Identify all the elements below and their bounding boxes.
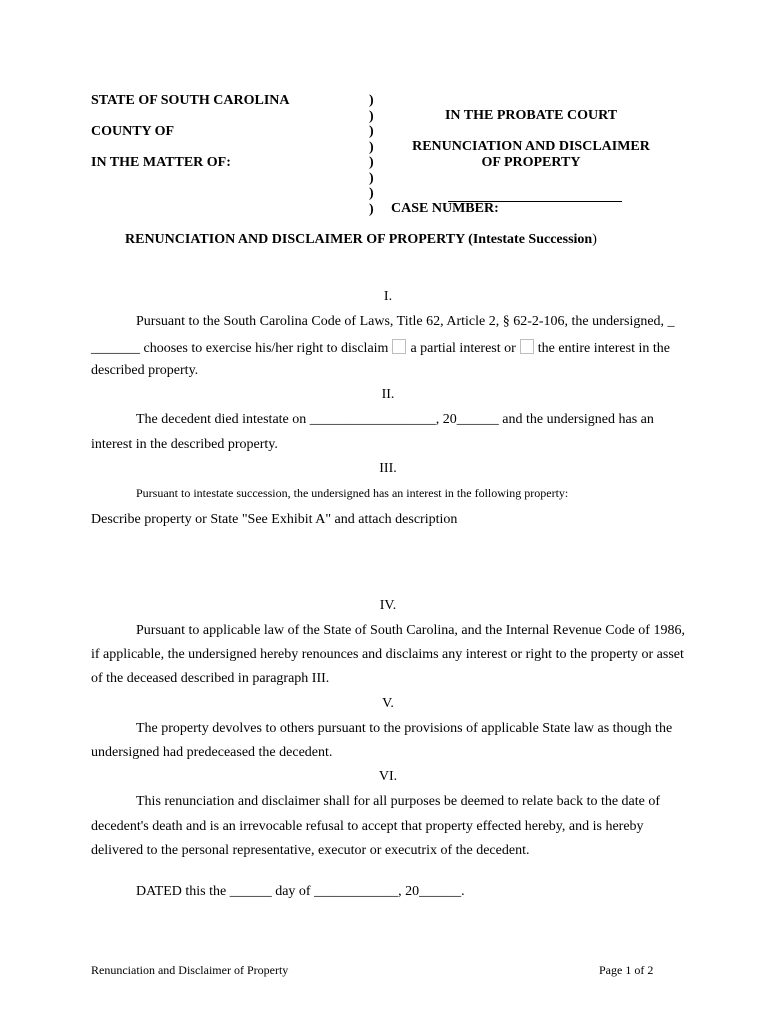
section-1-line-1: Pursuant to the South Carolina Code of Laws, Title 62, Article 2, § 62-2-106, the undersigned, _: [136, 314, 675, 329]
state-label: STATE OF SOUTH CAROLINA: [91, 93, 290, 108]
section-4-line-1: Pursuant to applicable law of the State of South Carolina, and the Internal Revenue Code of 1986,: [136, 623, 685, 638]
form-title-line2: OF PROPERTY: [481, 155, 581, 170]
caption-paren: ): [369, 124, 374, 139]
section-number-4: IV.: [379, 598, 397, 613]
section-4-line-3: of the deceased described in paragraph III.: [91, 671, 330, 686]
section-number-2: II.: [381, 387, 395, 402]
section-number-3: III.: [379, 461, 397, 476]
entire-interest-checkbox[interactable]: [520, 339, 534, 354]
section-number-5: V.: [382, 696, 394, 711]
document-title-close: ): [592, 232, 597, 247]
section-6-line-2: decedent's death and is an irrevocable refusal to accept that property effected hereby, and is hereby: [91, 819, 644, 834]
court-label: IN THE PROBATE COURT: [444, 108, 618, 123]
section-1-line-2: [91, 339, 670, 357]
section-2-line-2: interest in the described property.: [91, 437, 278, 452]
partial-interest-label: a partial interest or: [410, 341, 516, 356]
section-5-line-1: The property devolves to others pursuant to the provisions of applicable State law as though the: [136, 721, 673, 736]
form-title-line1: RENUNCIATION AND DISCLAIMER: [412, 139, 650, 154]
caption-paren: ): [369, 93, 374, 108]
dated-line: DATED this the ______ day of ____________, 20______.: [136, 884, 465, 899]
section-5-line-2: undersigned had predeceased the decedent.: [91, 745, 333, 760]
caption-paren: ): [369, 201, 374, 217]
caption-paren: ): [369, 108, 374, 124]
caption-paren: ): [369, 170, 374, 186]
property-description-field[interactable]: Describe property or State "See Exhibit A" and attach description: [91, 512, 458, 527]
page-number: Page 1 of 2: [599, 963, 654, 977]
section-2-line-1: The decedent died intestate on __________________, 20______ and the undersigned has an: [136, 412, 654, 427]
section-3-line-1: Pursuant to intestate succession, the undersigned has an interest in the following property:: [136, 486, 569, 500]
section-4-line-2: if applicable, the undersigned hereby renounces and disclaims any interest or right to the property or asset: [91, 647, 684, 662]
entire-interest-label: the entire interest in the: [537, 341, 670, 356]
partial-interest-checkbox[interactable]: [392, 339, 406, 354]
matter-label: IN THE MATTER OF:: [91, 155, 231, 170]
county-label: COUNTY OF: [91, 124, 175, 139]
section-6-line-3: delivered to the personal representative, executor or executrix of the decedent.: [91, 843, 530, 858]
document-title: [125, 232, 597, 248]
caption-paren: ): [369, 139, 374, 155]
section-number-6: VI.: [378, 769, 398, 784]
section-1-line-3: described property.: [91, 363, 199, 378]
section-number-1: I.: [383, 289, 393, 304]
footer-title: Renunciation and Disclaimer of Property: [91, 963, 289, 977]
section-1-text-a: _______ chooses to exercise his/her right to disclaim: [91, 341, 389, 356]
caption-paren: ): [369, 155, 374, 170]
case-number-label: CASE NUMBER:: [391, 201, 499, 216]
caption-paren-column: [369, 93, 374, 217]
document-title-text: RENUNCIATION AND DISCLAIMER OF PROPERTY (Intestate Succession: [125, 232, 593, 247]
caption-paren: ): [369, 186, 374, 201]
section-6-line-1: This renunciation and disclaimer shall for all purposes be deemed to relate back to the date of: [136, 794, 661, 809]
